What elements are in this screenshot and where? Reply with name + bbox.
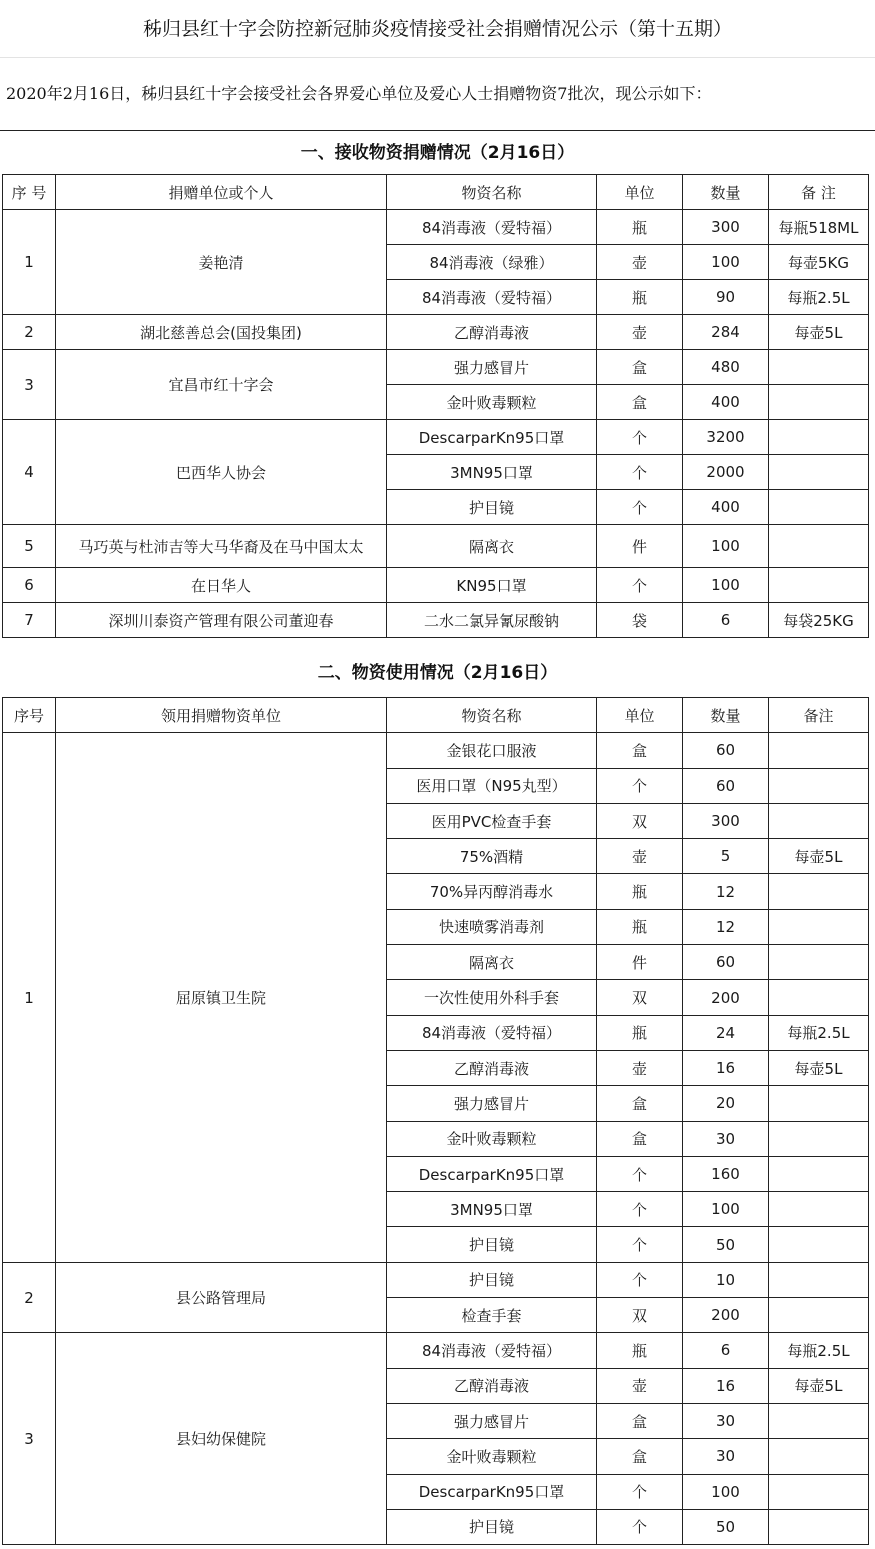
organization-cell: 马巧英与杜沛吉等大马华裔及在马中国太太 [56, 525, 387, 568]
quantity-cell: 300 [683, 803, 769, 838]
quantity-cell: 30 [683, 1439, 769, 1474]
quantity-cell: 50 [683, 1509, 769, 1544]
note-cell [769, 1156, 869, 1191]
intro-paragraph: 2020年2月16日，秭归县红十字会接受社会各界爱心单位及爱心人士捐赠物资7批次，现公示如下： [6, 84, 712, 103]
unit-cell: 盒 [597, 1086, 683, 1121]
header-cell-recipient: 领用捐赠物资单位 [56, 698, 387, 733]
row-number-cell: 5 [3, 525, 56, 568]
unit-cell: 瓶 [597, 1333, 683, 1368]
quantity-cell: 6 [683, 1333, 769, 1368]
note-cell: 每壶5L [769, 315, 869, 350]
table-header-row [3, 175, 869, 210]
note-cell [769, 768, 869, 803]
organization-cell: 宜昌市红十字会 [56, 350, 387, 420]
unit-cell: 个 [597, 768, 683, 803]
note-cell [769, 350, 869, 385]
organization-cell: 湖北慈善总会(国投集团) [56, 315, 387, 350]
row-number-cell: 3 [3, 350, 56, 420]
note-cell: 每瓶518ML [769, 210, 869, 245]
quantity-cell: 100 [683, 525, 769, 568]
unit-cell: 个 [597, 1262, 683, 1297]
quantity-cell: 200 [683, 1298, 769, 1333]
quantity-cell: 60 [683, 945, 769, 980]
page-title: 秭归县红十字会防控新冠肺炎疫情接受社会捐赠情况公示（第十五期） [0, 0, 875, 58]
item-name-cell: DescarparKn95口罩 [387, 1474, 597, 1509]
header-cell-no: 序 号 [3, 175, 56, 210]
note-cell [769, 490, 869, 525]
item-name-cell: 护目镜 [387, 1509, 597, 1544]
header-cell-quantity: 数量 [683, 698, 769, 733]
header-cell-unit: 单位 [597, 175, 683, 210]
organization-cell: 深圳川泰资产管理有限公司董迎春 [56, 603, 387, 638]
unit-cell: 瓶 [597, 280, 683, 315]
note-cell [769, 455, 869, 490]
unit-cell: 盒 [597, 385, 683, 420]
quantity-cell: 400 [683, 385, 769, 420]
unit-cell: 个 [597, 1509, 683, 1544]
note-cell [769, 733, 869, 768]
note-cell: 每瓶2.5L [769, 1333, 869, 1368]
table-row [3, 1262, 869, 1297]
item-name-cell: 医用口罩（N95丸型） [387, 768, 597, 803]
unit-cell: 壶 [597, 245, 683, 280]
item-name-cell: 84消毒液（爱特福） [387, 280, 597, 315]
item-name-cell: 金银花口服液 [387, 733, 597, 768]
row-number-cell: 7 [3, 603, 56, 638]
table-row [3, 568, 869, 603]
item-name-cell: 乙醇消毒液 [387, 1368, 597, 1403]
quantity-cell: 20 [683, 1086, 769, 1121]
unit-cell: 件 [597, 525, 683, 568]
note-cell [769, 568, 869, 603]
table-row [3, 315, 869, 350]
note-cell [769, 980, 869, 1015]
quantity-cell: 6 [683, 603, 769, 638]
organization-cell: 巴西华人协会 [56, 420, 387, 525]
item-name-cell: 乙醇消毒液 [387, 1050, 597, 1085]
unit-cell: 双 [597, 1298, 683, 1333]
quantity-cell: 16 [683, 1368, 769, 1403]
row-number-cell: 1 [3, 210, 56, 315]
item-name-cell: 强力感冒片 [387, 350, 597, 385]
item-name-cell: 护目镜 [387, 1262, 597, 1297]
quantity-cell: 100 [683, 245, 769, 280]
item-name-cell: 金叶败毒颗粒 [387, 385, 597, 420]
unit-cell: 双 [597, 980, 683, 1015]
quantity-cell: 400 [683, 490, 769, 525]
item-name-cell: DescarparKn95口罩 [387, 420, 597, 455]
unit-cell: 个 [597, 490, 683, 525]
item-name-cell: 强力感冒片 [387, 1403, 597, 1438]
header-cell-unit: 单位 [597, 698, 683, 733]
header-cell-donor: 捐赠单位或个人 [56, 175, 387, 210]
note-cell [769, 909, 869, 944]
note-cell [769, 945, 869, 980]
note-cell: 每壶5L [769, 1050, 869, 1085]
row-number-cell: 3 [3, 1333, 56, 1545]
unit-cell: 盒 [597, 1121, 683, 1156]
row-number-cell: 2 [3, 315, 56, 350]
quantity-cell: 30 [683, 1403, 769, 1438]
item-name-cell: 隔离衣 [387, 945, 597, 980]
unit-cell: 个 [597, 1192, 683, 1227]
item-name-cell: 84消毒液（爱特福） [387, 1333, 597, 1368]
unit-cell: 个 [597, 568, 683, 603]
unit-cell: 瓶 [597, 874, 683, 909]
item-name-cell: 检查手套 [387, 1298, 597, 1333]
unit-cell: 盒 [597, 1403, 683, 1438]
item-name-cell: 护目镜 [387, 490, 597, 525]
note-cell [769, 1439, 869, 1474]
quantity-cell: 200 [683, 980, 769, 1015]
material-usage-table [2, 697, 869, 1545]
note-cell [769, 1509, 869, 1544]
item-name-cell: 隔离衣 [387, 525, 597, 568]
quantity-cell: 90 [683, 280, 769, 315]
header-cell-item-name: 物资名称 [387, 698, 597, 733]
item-name-cell: 金叶败毒颗粒 [387, 1121, 597, 1156]
organization-cell: 屈原镇卫生院 [56, 733, 387, 1262]
unit-cell: 双 [597, 803, 683, 838]
note-cell [769, 1262, 869, 1297]
table-header-row [3, 698, 869, 733]
table-row [3, 525, 869, 568]
row-number-cell: 1 [3, 733, 56, 1262]
quantity-cell: 10 [683, 1262, 769, 1297]
item-name-cell: 快速喷雾消毒剂 [387, 909, 597, 944]
organization-cell: 县妇幼保健院 [56, 1333, 387, 1545]
quantity-cell: 12 [683, 874, 769, 909]
note-cell [769, 1192, 869, 1227]
unit-cell: 壶 [597, 1368, 683, 1403]
note-cell: 每壶5KG [769, 245, 869, 280]
received-section-heading: 一、接收物资捐赠情况（2月16日） [0, 130, 875, 175]
quantity-cell: 300 [683, 210, 769, 245]
unit-cell: 个 [597, 1156, 683, 1191]
quantity-cell: 30 [683, 1121, 769, 1156]
header-cell-item-name: 物资名称 [387, 175, 597, 210]
unit-cell: 个 [597, 420, 683, 455]
note-cell: 每袋25KG [769, 603, 869, 638]
row-number-cell: 2 [3, 1262, 56, 1333]
item-name-cell: 3MN95口罩 [387, 455, 597, 490]
header-cell-note: 备注 [769, 698, 869, 733]
quantity-cell: 60 [683, 768, 769, 803]
note-cell [769, 874, 869, 909]
unit-cell: 盒 [597, 350, 683, 385]
note-cell [769, 420, 869, 455]
note-cell: 每壶5L [769, 1368, 869, 1403]
item-name-cell: 一次性使用外科手套 [387, 980, 597, 1015]
organization-cell: 姜艳清 [56, 210, 387, 315]
table-row [3, 350, 869, 385]
unit-cell: 壶 [597, 315, 683, 350]
quantity-cell: 16 [683, 1050, 769, 1085]
item-name-cell: 84消毒液（绿雅） [387, 245, 597, 280]
item-name-cell: KN95口罩 [387, 568, 597, 603]
note-cell: 每瓶2.5L [769, 1015, 869, 1050]
table-row [3, 733, 869, 768]
quantity-cell: 100 [683, 1474, 769, 1509]
unit-cell: 袋 [597, 603, 683, 638]
item-name-cell: 医用PVC检查手套 [387, 803, 597, 838]
organization-cell: 在日华人 [56, 568, 387, 603]
item-name-cell: 强力感冒片 [387, 1086, 597, 1121]
quantity-cell: 160 [683, 1156, 769, 1191]
table-row [3, 1333, 869, 1368]
quantity-cell: 100 [683, 568, 769, 603]
note-cell [769, 1403, 869, 1438]
quantity-cell: 24 [683, 1015, 769, 1050]
unit-cell: 壶 [597, 839, 683, 874]
unit-cell: 盒 [597, 1439, 683, 1474]
note-cell: 每瓶2.5L [769, 280, 869, 315]
header-cell-note: 备 注 [769, 175, 869, 210]
usage-section-heading: 二、物资使用情况（2月16日） [317, 663, 558, 683]
table-row [3, 420, 869, 455]
note-cell [769, 1474, 869, 1509]
note-cell [769, 803, 869, 838]
quantity-cell: 480 [683, 350, 769, 385]
note-cell [769, 525, 869, 568]
received-donations-table [2, 174, 869, 638]
item-name-cell: 乙醇消毒液 [387, 315, 597, 350]
unit-cell: 个 [597, 1227, 683, 1262]
quantity-cell: 2000 [683, 455, 769, 490]
item-name-cell: 84消毒液（爱特福） [387, 210, 597, 245]
unit-cell: 瓶 [597, 1015, 683, 1050]
quantity-cell: 50 [683, 1227, 769, 1262]
header-cell-quantity: 数量 [683, 175, 769, 210]
note-cell [769, 1227, 869, 1262]
table-row [3, 603, 869, 638]
note-cell [769, 385, 869, 420]
quantity-cell: 100 [683, 1192, 769, 1227]
item-name-cell: 84消毒液（爱特福） [387, 1015, 597, 1050]
row-number-cell: 4 [3, 420, 56, 525]
unit-cell: 个 [597, 1474, 683, 1509]
note-cell [769, 1086, 869, 1121]
item-name-cell: DescarparKn95口罩 [387, 1156, 597, 1191]
quantity-cell: 5 [683, 839, 769, 874]
item-name-cell: 二水二氯异氰尿酸钠 [387, 603, 597, 638]
item-name-cell: 75%酒精 [387, 839, 597, 874]
item-name-cell: 70%异丙醇消毒水 [387, 874, 597, 909]
unit-cell: 瓶 [597, 909, 683, 944]
note-cell [769, 1298, 869, 1333]
note-cell: 每壶5L [769, 839, 869, 874]
table-row [3, 210, 869, 245]
unit-cell: 壶 [597, 1050, 683, 1085]
unit-cell: 瓶 [597, 210, 683, 245]
note-cell [769, 1121, 869, 1156]
quantity-cell: 60 [683, 733, 769, 768]
item-name-cell: 金叶败毒颗粒 [387, 1439, 597, 1474]
unit-cell: 盒 [597, 733, 683, 768]
quantity-cell: 3200 [683, 420, 769, 455]
quantity-cell: 12 [683, 909, 769, 944]
item-name-cell: 3MN95口罩 [387, 1192, 597, 1227]
unit-cell: 件 [597, 945, 683, 980]
quantity-cell: 284 [683, 315, 769, 350]
header-cell-no: 序号 [3, 698, 56, 733]
unit-cell: 个 [597, 455, 683, 490]
item-name-cell: 护目镜 [387, 1227, 597, 1262]
organization-cell: 县公路管理局 [56, 1262, 387, 1333]
row-number-cell: 6 [3, 568, 56, 603]
